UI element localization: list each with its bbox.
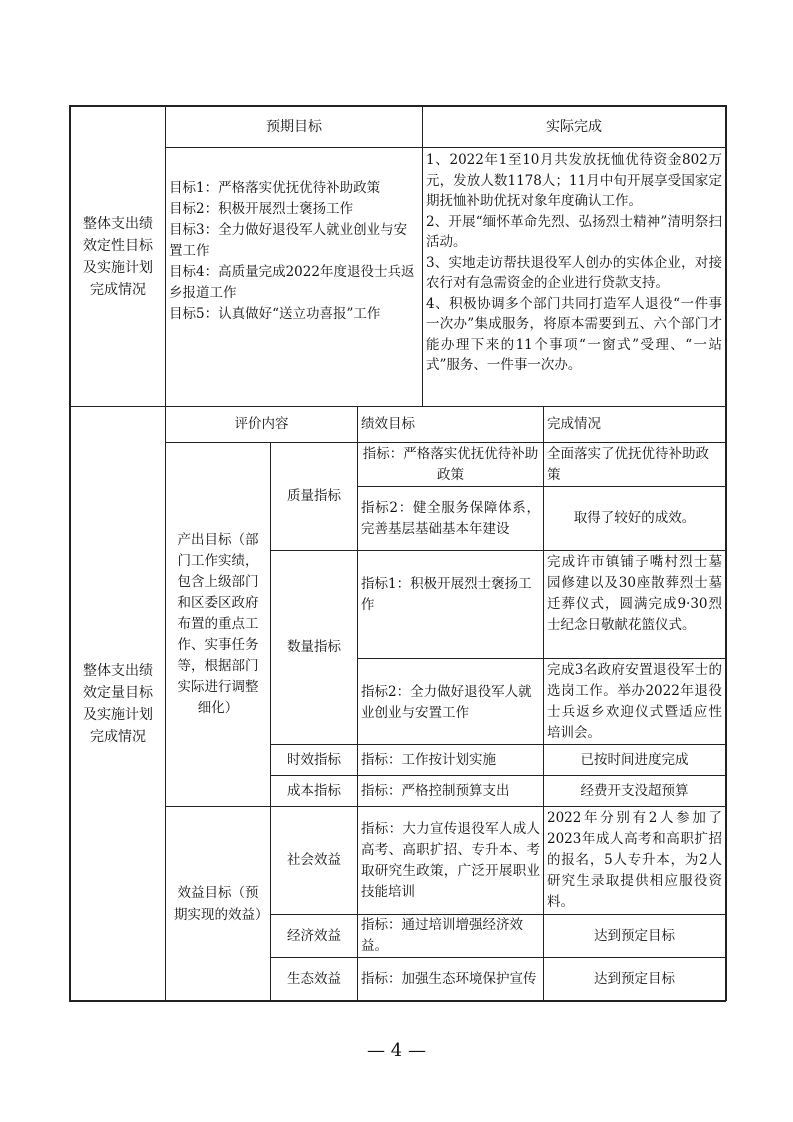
expected-goals-list xyxy=(166,178,422,378)
goal-item: 目标4：高质量完成2022年度退役士兵返乡报道工作 xyxy=(169,264,415,301)
economic-benefit-target: 指标：通过培训增强经济效益。 xyxy=(361,917,523,954)
quantity-status-2: 完成3名政府安置退役军士的选岗工作。举办2022年退役士兵返乡欢迎仪式暨适应性培训会。 xyxy=(547,662,722,741)
page-number: — 4 — xyxy=(367,1040,426,1061)
goal-item: 目标5：认真做好“送立功喜报”工作 xyxy=(169,306,381,322)
quality-indicator-label: 质量指标 xyxy=(287,488,341,504)
timeliness-status: 已按时间进度完成 xyxy=(580,751,689,768)
quantity-indicator-label: 数量指标 xyxy=(287,639,341,655)
timeliness-target: 指标：工作按计划实施 xyxy=(361,751,496,768)
social-benefit-target: 指标：大力宣传退役军人成人高考、高职扩招、专升本、考取研究生政策，广泛开展职业技能培训 xyxy=(361,820,540,900)
quality-status-1: 全面落实了优抚优待补助政策 xyxy=(547,445,709,483)
actual-item: 2、开展“缅怀革命先烈、弘扬烈士精神”清明祭扫活动。 xyxy=(426,213,722,250)
goal-item: 目标1：严格落实优抚优待补助政策 xyxy=(169,180,381,196)
cost-target: 指标：严格控制预算支出 xyxy=(361,782,510,799)
header-completion-status: 完成情况 xyxy=(547,416,601,432)
quality-target-2: 指标2：健全服务保障体系，完善基层基础基本年建设 xyxy=(361,499,540,537)
actual-item: 3、实地走访帮扶退役军人创办的实体企业，对接农行对有急需资金的企业进行贷款支持。 xyxy=(426,254,722,291)
quantity-target-1: 指标1：积极开展烈士褒扬工作 xyxy=(361,576,532,613)
cost-indicator-label: 成本指标 xyxy=(287,782,341,799)
economic-benefit-label: 经济效益 xyxy=(287,927,341,944)
ecological-benefit-status: 达到预定目标 xyxy=(594,970,675,987)
header-expected-goals: 预期目标 xyxy=(266,118,322,135)
social-benefit-status: 2022年分别有2人参加了2023年成人高考和高职扩招的报名，5人专升本，为2人研究生录取提供相应服役资料。 xyxy=(547,810,722,910)
goal-item: 目标2：积极开展烈士褒扬工作 xyxy=(169,201,354,217)
quantity-status-1: 完成许市镇铺子嘴村烈士墓园修建以及30座散葬烈士墓迁葬仪式，圆满完成9·30烈士纪念日敬献花篮仪式。 xyxy=(547,554,722,633)
header-evaluation-content: 评价内容 xyxy=(234,416,289,432)
economic-benefit-status: 达到预定目标 xyxy=(594,927,675,944)
quantity-target-2: 指标2：全力做好退役军人就业创业与安置工作 xyxy=(361,684,532,721)
section2-label: 整体支出绩效定量目标及实施计划完成情况 xyxy=(83,663,153,745)
actual-item: 1、2022年1至10月共发放抚恤优待资金802万元，发放人数1178人；11月中旬开展享受国家定期抚恤补助优抚对象年度确认工作。 xyxy=(426,152,722,209)
header-actual-completion: 实际完成 xyxy=(546,118,602,135)
goal-item: 目标3：全力做好退役军人就业创业与安置工作 xyxy=(169,222,408,259)
actual-completion-list xyxy=(423,150,725,406)
actual-item: 4、积极协调多个部门共同打造军人退役“一件事一次办”集成服务，将原本需要到五、六个部门才能办理下来的11个事项“一窗式”受理、“一站式”服务、一件事一次办。 xyxy=(426,295,722,373)
quality-status-2: 取得了较好的成效。 xyxy=(573,510,696,526)
quality-target-1: 指标：严格落实优抚优待补助政策 xyxy=(362,445,539,483)
cost-status: 经费开支没超预算 xyxy=(580,782,689,799)
header-performance-target: 绩效目标 xyxy=(361,416,415,432)
ecological-benefit-label: 生态效益 xyxy=(287,970,341,987)
section1-label: 整体支出绩效定性目标及实施计划完成情况 xyxy=(83,215,153,298)
benefit-target-label: 效益目标（预期实现的效益） xyxy=(174,884,269,923)
ecological-benefit-target: 指标：加强生态环境保护宣传 xyxy=(361,970,537,987)
output-target-label: 产出目标（部门工作实绩，包含上级部门和区委区政府布置的重点工作、实事任务等，根据部门实际进行调整细化） xyxy=(177,532,259,716)
timeliness-indicator-label: 时效指标 xyxy=(287,751,341,768)
social-benefit-label: 社会效益 xyxy=(287,852,341,868)
